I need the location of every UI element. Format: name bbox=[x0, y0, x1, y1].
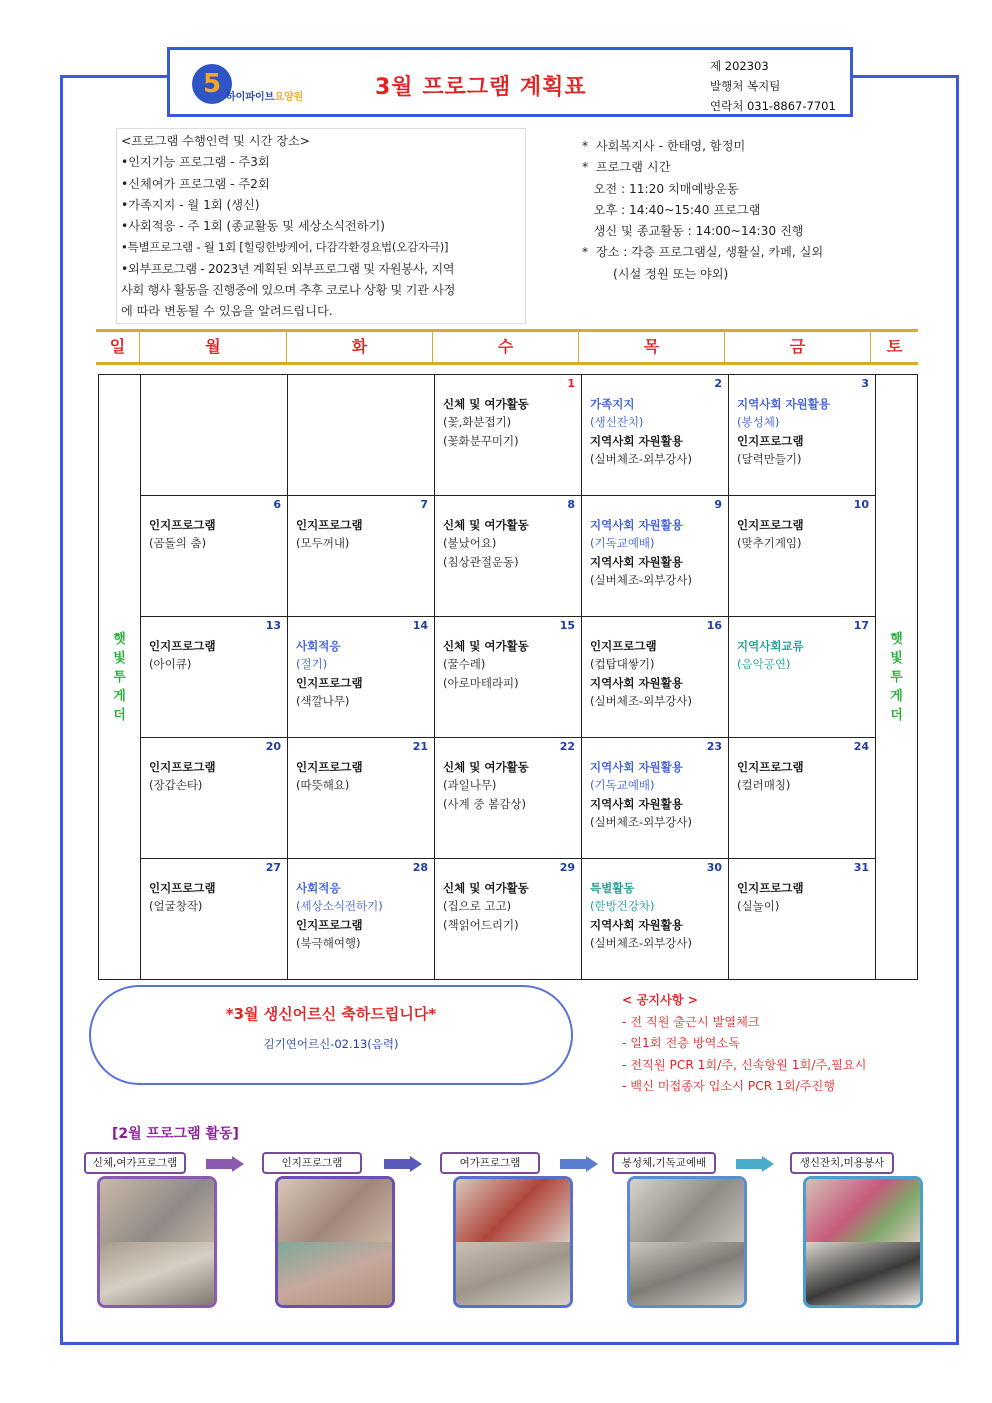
program-line: 인지프로그램 bbox=[590, 639, 657, 653]
program-line: 가족지지 bbox=[590, 397, 635, 411]
day-programs bbox=[590, 395, 692, 468]
day-programs bbox=[443, 516, 529, 571]
day-number: 9 bbox=[714, 498, 722, 511]
side-label-char: 투 bbox=[113, 669, 126, 685]
program-line: (컵탑대쌓기) bbox=[590, 657, 655, 672]
day-number: 14 bbox=[412, 619, 428, 632]
arrow-right-icon bbox=[560, 1156, 598, 1172]
program-line: (불났어요) bbox=[443, 536, 497, 551]
program-line: (꽃,화분접기) bbox=[443, 415, 512, 430]
day-number: 28 bbox=[412, 861, 428, 874]
calendar-day-cell bbox=[141, 375, 288, 496]
day-programs bbox=[149, 516, 216, 553]
contact: 연락처 031-8867-7701 bbox=[710, 99, 836, 113]
calendar-day-cell bbox=[288, 859, 435, 980]
day-programs bbox=[590, 637, 692, 710]
weekday-tue: 화 bbox=[287, 332, 433, 362]
info-line: •신체여가 프로그램 - 주2회 bbox=[121, 176, 270, 191]
program-line: 인지프로그램 bbox=[737, 433, 804, 448]
day-number: 15 bbox=[559, 619, 575, 632]
weekday-mon: 월 bbox=[140, 332, 287, 362]
info-line: 생신 및 종교활동 : 14:00~14:30 진행 bbox=[582, 224, 804, 239]
page-title: 3월 프로그램 계획표 bbox=[375, 75, 587, 100]
side-label-char: 빛 bbox=[890, 650, 903, 666]
program-line: 인지프로그램 bbox=[149, 881, 216, 895]
day-programs bbox=[443, 758, 529, 813]
logo-text bbox=[226, 88, 303, 103]
program-line: 신체 및 여가활동 bbox=[443, 639, 529, 653]
day-number: 2 bbox=[714, 377, 722, 390]
calendar-day-cell bbox=[435, 617, 582, 738]
info-line: •인지기능 프로그램 - 주3회 bbox=[121, 155, 270, 170]
info-line: * 장소 : 각층 프로그램실, 생활실, 카페, 실외 bbox=[582, 245, 824, 260]
arrow-right-icon bbox=[206, 1156, 244, 1172]
program-line: (곰돌의 춤) bbox=[149, 536, 207, 551]
calendar-day-cell bbox=[582, 496, 729, 617]
day-number: 16 bbox=[706, 619, 722, 632]
sunday-side-label bbox=[99, 375, 141, 980]
calendar-day-cell bbox=[141, 617, 288, 738]
program-line: 특별활동 bbox=[590, 881, 635, 895]
day-number: 31 bbox=[853, 861, 869, 874]
day-number: 27 bbox=[265, 861, 281, 874]
program-line: 신체 및 여가활동 bbox=[443, 881, 529, 895]
day-number: 3 bbox=[861, 377, 869, 390]
calendar-day-cell bbox=[729, 496, 876, 617]
notice-item: - 일1회 전층 방역소독 bbox=[622, 1036, 740, 1050]
calendar-week-row bbox=[99, 496, 918, 617]
program-line: 인지프로그램 bbox=[149, 760, 216, 774]
calendar-day-cell bbox=[729, 375, 876, 496]
activity-photo bbox=[803, 1176, 923, 1308]
weekday-thu: 목 bbox=[579, 332, 725, 362]
info-line: •특별프로그램 - 월 1회 [힐링한방케어, 다감각환경요법(오감자극)] bbox=[121, 240, 449, 255]
calendar-day-cell bbox=[582, 617, 729, 738]
program-line: 인지프로그램 bbox=[296, 917, 363, 932]
program-line: (음악공연) bbox=[737, 657, 791, 672]
program-line: (달력만들기) bbox=[737, 451, 802, 466]
info-line: 사회 행사 활동을 진행중에 있으며 추후 코로나 상황 및 기관 사정 bbox=[121, 283, 456, 298]
logo-mark: 5 bbox=[192, 64, 232, 104]
program-line: 인지프로그램 bbox=[296, 675, 363, 690]
info-line: •외부프로그램 - 2023년 계획된 외부프로그램 및 자원봉사, 지역 bbox=[121, 261, 455, 276]
birthday-box bbox=[89, 985, 573, 1085]
program-line: 지역사회 자원활용 bbox=[590, 917, 683, 932]
side-label-char: 투 bbox=[890, 669, 903, 685]
arrow-right-icon bbox=[384, 1156, 422, 1172]
day-number: 1 bbox=[567, 377, 575, 390]
calendar-day-cell bbox=[435, 738, 582, 859]
info-line: <프로그램 수행인력 및 시간 장소> bbox=[121, 134, 310, 148]
day-programs bbox=[149, 758, 216, 795]
calendar-day-cell bbox=[288, 375, 435, 496]
program-line: 지역사회 자원활용 bbox=[737, 397, 830, 411]
calendar-day-cell bbox=[582, 738, 729, 859]
program-line: (맞추기게임) bbox=[737, 536, 802, 551]
calendar-day-cell bbox=[141, 496, 288, 617]
feb-step-label: 여가프로그램 bbox=[440, 1152, 540, 1174]
calendar-day-cell bbox=[435, 375, 582, 496]
day-number: 23 bbox=[706, 740, 722, 753]
day-programs bbox=[149, 879, 216, 916]
day-programs bbox=[443, 395, 529, 450]
feb-step-label: 신체,여가프로그램 bbox=[84, 1152, 186, 1174]
program-line: 지역사회교류 bbox=[737, 639, 804, 653]
day-programs bbox=[737, 516, 804, 553]
program-line: (모두꺼내) bbox=[296, 536, 350, 551]
program-line: 인지프로그램 bbox=[296, 760, 363, 774]
activity-photo bbox=[97, 1176, 217, 1308]
program-line: (절기) bbox=[296, 657, 328, 672]
day-number: 24 bbox=[853, 740, 869, 753]
calendar-week-row bbox=[99, 617, 918, 738]
day-number: 8 bbox=[567, 498, 575, 511]
program-line: (책읽어드리기) bbox=[443, 917, 519, 932]
day-number: 20 bbox=[265, 740, 281, 753]
program-info-left bbox=[116, 128, 526, 324]
program-line: 사회적응 bbox=[296, 881, 341, 895]
calendar-day-cell bbox=[729, 617, 876, 738]
program-line: 인지프로그램 bbox=[296, 518, 363, 532]
program-line: (실놀이) bbox=[737, 899, 780, 914]
day-number: 30 bbox=[706, 861, 722, 874]
calendar-day-cell bbox=[582, 859, 729, 980]
program-line: (아이큐) bbox=[149, 657, 192, 672]
calendar-table bbox=[98, 374, 918, 980]
program-line: 인지프로그램 bbox=[737, 518, 804, 532]
day-programs bbox=[296, 637, 363, 710]
program-line: (꽃화분꾸미기) bbox=[443, 433, 519, 448]
weekday-header bbox=[96, 329, 918, 365]
program-line: (과일나무) bbox=[443, 778, 497, 793]
day-programs bbox=[443, 879, 529, 934]
program-line: 인지프로그램 bbox=[737, 881, 804, 895]
side-label-char: 더 bbox=[890, 707, 903, 723]
side-label-char: 더 bbox=[113, 707, 126, 723]
program-line: (침상관절운동) bbox=[443, 554, 519, 569]
program-line: (실버체조-외부강사) bbox=[590, 451, 692, 466]
side-label-char: 게 bbox=[113, 688, 126, 704]
program-line: 지역사회 자원활용 bbox=[590, 518, 683, 532]
day-programs bbox=[737, 637, 804, 674]
program-line: (실버체조-외부강사) bbox=[590, 693, 692, 708]
program-line: 지역사회 자원활용 bbox=[590, 796, 683, 811]
program-line: (색깔나무) bbox=[296, 693, 350, 708]
issuer: 발행처 복지팀 bbox=[710, 79, 781, 93]
side-label-char: 게 bbox=[890, 688, 903, 704]
weekday-sun: 일 bbox=[96, 332, 140, 362]
activity-photo bbox=[275, 1176, 395, 1308]
day-programs bbox=[443, 637, 529, 692]
activity-photo bbox=[453, 1176, 573, 1308]
program-line: 지역사회 자원활용 bbox=[590, 554, 683, 569]
program-line: (봉성체) bbox=[737, 415, 780, 430]
calendar-day-cell bbox=[141, 859, 288, 980]
weekday-fri: 금 bbox=[725, 332, 871, 362]
calendar-week-row bbox=[99, 375, 918, 496]
program-info-right bbox=[582, 136, 823, 285]
side-label-char: 햇 bbox=[890, 631, 903, 647]
day-programs bbox=[296, 516, 363, 553]
logo-text-main: 하이파이브 bbox=[226, 92, 275, 103]
calendar-week-row bbox=[99, 738, 918, 859]
calendar-day-cell bbox=[729, 738, 876, 859]
program-line: (생신잔치) bbox=[590, 415, 644, 430]
program-line: (실버체조-외부강사) bbox=[590, 935, 692, 950]
day-number: 6 bbox=[273, 498, 281, 511]
program-line: (꿀수레) bbox=[443, 657, 486, 672]
day-programs bbox=[737, 395, 830, 468]
info-line: * 사회복지사 - 한태영, 함정미 bbox=[582, 139, 746, 153]
day-programs bbox=[590, 516, 692, 589]
program-line: (실버체조-외부강사) bbox=[590, 814, 692, 829]
logo-text-sub: 요양원 bbox=[274, 92, 304, 103]
notice-title: < 공지사항 > bbox=[622, 993, 699, 1007]
issue-number: 제 202303 bbox=[710, 59, 769, 73]
activity-photo bbox=[627, 1176, 747, 1308]
feb-step-label: 인지프로그램 bbox=[262, 1152, 362, 1174]
weekday-sat: 토 bbox=[886, 337, 903, 356]
calendar-day-cell bbox=[435, 496, 582, 617]
program-line: (세상소식전하기) bbox=[296, 899, 383, 914]
day-number: 10 bbox=[853, 498, 869, 511]
info-line: * 프로그램 시간 bbox=[582, 160, 671, 175]
notice-item: - 전직원 PCR 1회/주, 신속항원 1회/주,필요시 bbox=[622, 1057, 867, 1072]
calendar-day-cell bbox=[288, 738, 435, 859]
program-line: 지역사회 자원활용 bbox=[590, 675, 683, 690]
program-line: (따뜻해요) bbox=[296, 778, 350, 793]
day-programs bbox=[737, 879, 804, 916]
program-line: 신체 및 여가활동 bbox=[443, 518, 529, 532]
feb-step-label: 생신잔치,미용봉사 bbox=[790, 1152, 894, 1174]
info-line: •사회적응 - 주 1회 (종교활동 및 세상소식전하기) bbox=[121, 219, 386, 234]
weekday-wed: 수 bbox=[433, 332, 579, 362]
program-line: 인지프로그램 bbox=[737, 760, 804, 774]
program-line: 인지프로그램 bbox=[149, 639, 216, 653]
day-number: 21 bbox=[412, 740, 428, 753]
birthday-list: 김기연어르신-02.13(음력) bbox=[263, 1037, 399, 1051]
program-line: (얼굴창작) bbox=[149, 899, 203, 914]
notice-item: - 전 직원 출근시 발열체크 bbox=[622, 1014, 760, 1029]
program-line: (장갑손타) bbox=[149, 778, 203, 793]
birthday-title: *3월 생신어르신 축하드립니다* bbox=[225, 1005, 437, 1023]
notice-box bbox=[622, 990, 866, 1098]
program-line: 지역사회 자원활용 bbox=[590, 433, 683, 448]
day-number: 17 bbox=[853, 619, 869, 632]
info-line: •가족지지 - 월 1회 (생신) bbox=[121, 197, 260, 212]
day-number: 22 bbox=[559, 740, 575, 753]
program-line: (아로마테라피) bbox=[443, 675, 519, 690]
program-line: 사회적응 bbox=[296, 639, 341, 653]
day-programs bbox=[296, 758, 363, 795]
day-programs bbox=[590, 758, 692, 831]
program-line: 신체 및 여가활동 bbox=[443, 760, 529, 774]
program-line: (한방건강차) bbox=[590, 899, 655, 914]
side-label-char: 빛 bbox=[113, 650, 126, 666]
calendar-day-cell bbox=[288, 496, 435, 617]
calendar-day-cell bbox=[435, 859, 582, 980]
notice-item: - 백신 미접종자 입소시 PCR 1회/주진행 bbox=[622, 1079, 836, 1093]
info-line: 에 따라 변동될 수 있음을 알려드립니다. bbox=[121, 304, 333, 319]
header-box bbox=[167, 47, 853, 117]
calendar-day-cell bbox=[729, 859, 876, 980]
info-line: (시설 정원 또는 야외) bbox=[582, 266, 729, 281]
logo bbox=[192, 62, 302, 106]
program-line: (집으로 고고) bbox=[443, 899, 512, 914]
feb-step-label: 봉성체,기독교예배 bbox=[612, 1152, 716, 1174]
day-programs bbox=[149, 637, 216, 674]
program-line: 지역사회 자원활용 bbox=[590, 760, 683, 774]
day-number: 13 bbox=[265, 619, 281, 632]
saturday-side-label bbox=[876, 375, 918, 980]
feb-activities-title: [2월 프로그램 활동] bbox=[112, 1126, 239, 1142]
day-programs bbox=[737, 758, 804, 795]
program-line: 신체 및 여가활동 bbox=[443, 397, 529, 411]
calendar-week-row bbox=[99, 859, 918, 980]
info-line: 오전 : 11:20 치매예방운동 bbox=[582, 181, 739, 196]
issue-info bbox=[710, 56, 836, 116]
program-line: (컬러매칭) bbox=[737, 778, 791, 793]
program-line: (북극해여행) bbox=[296, 935, 361, 950]
calendar-day-cell bbox=[141, 738, 288, 859]
program-line: 인지프로그램 bbox=[149, 518, 216, 532]
day-number: 7 bbox=[420, 498, 428, 511]
arrow-right-icon bbox=[736, 1156, 774, 1172]
day-programs bbox=[296, 879, 383, 952]
day-programs bbox=[590, 879, 692, 952]
side-label-char: 햇 bbox=[113, 631, 126, 647]
calendar-day-cell bbox=[582, 375, 729, 496]
calendar-day-cell bbox=[288, 617, 435, 738]
program-line: (기독교예배) bbox=[590, 536, 655, 551]
info-line: 오후 : 14:40~15:40 프로그램 bbox=[582, 202, 761, 217]
day-number: 29 bbox=[559, 861, 575, 874]
program-line: (기독교예배) bbox=[590, 778, 655, 793]
program-line: (실버체조-외부강사) bbox=[590, 572, 692, 587]
program-line: (사계 중 봄감상) bbox=[443, 796, 526, 811]
